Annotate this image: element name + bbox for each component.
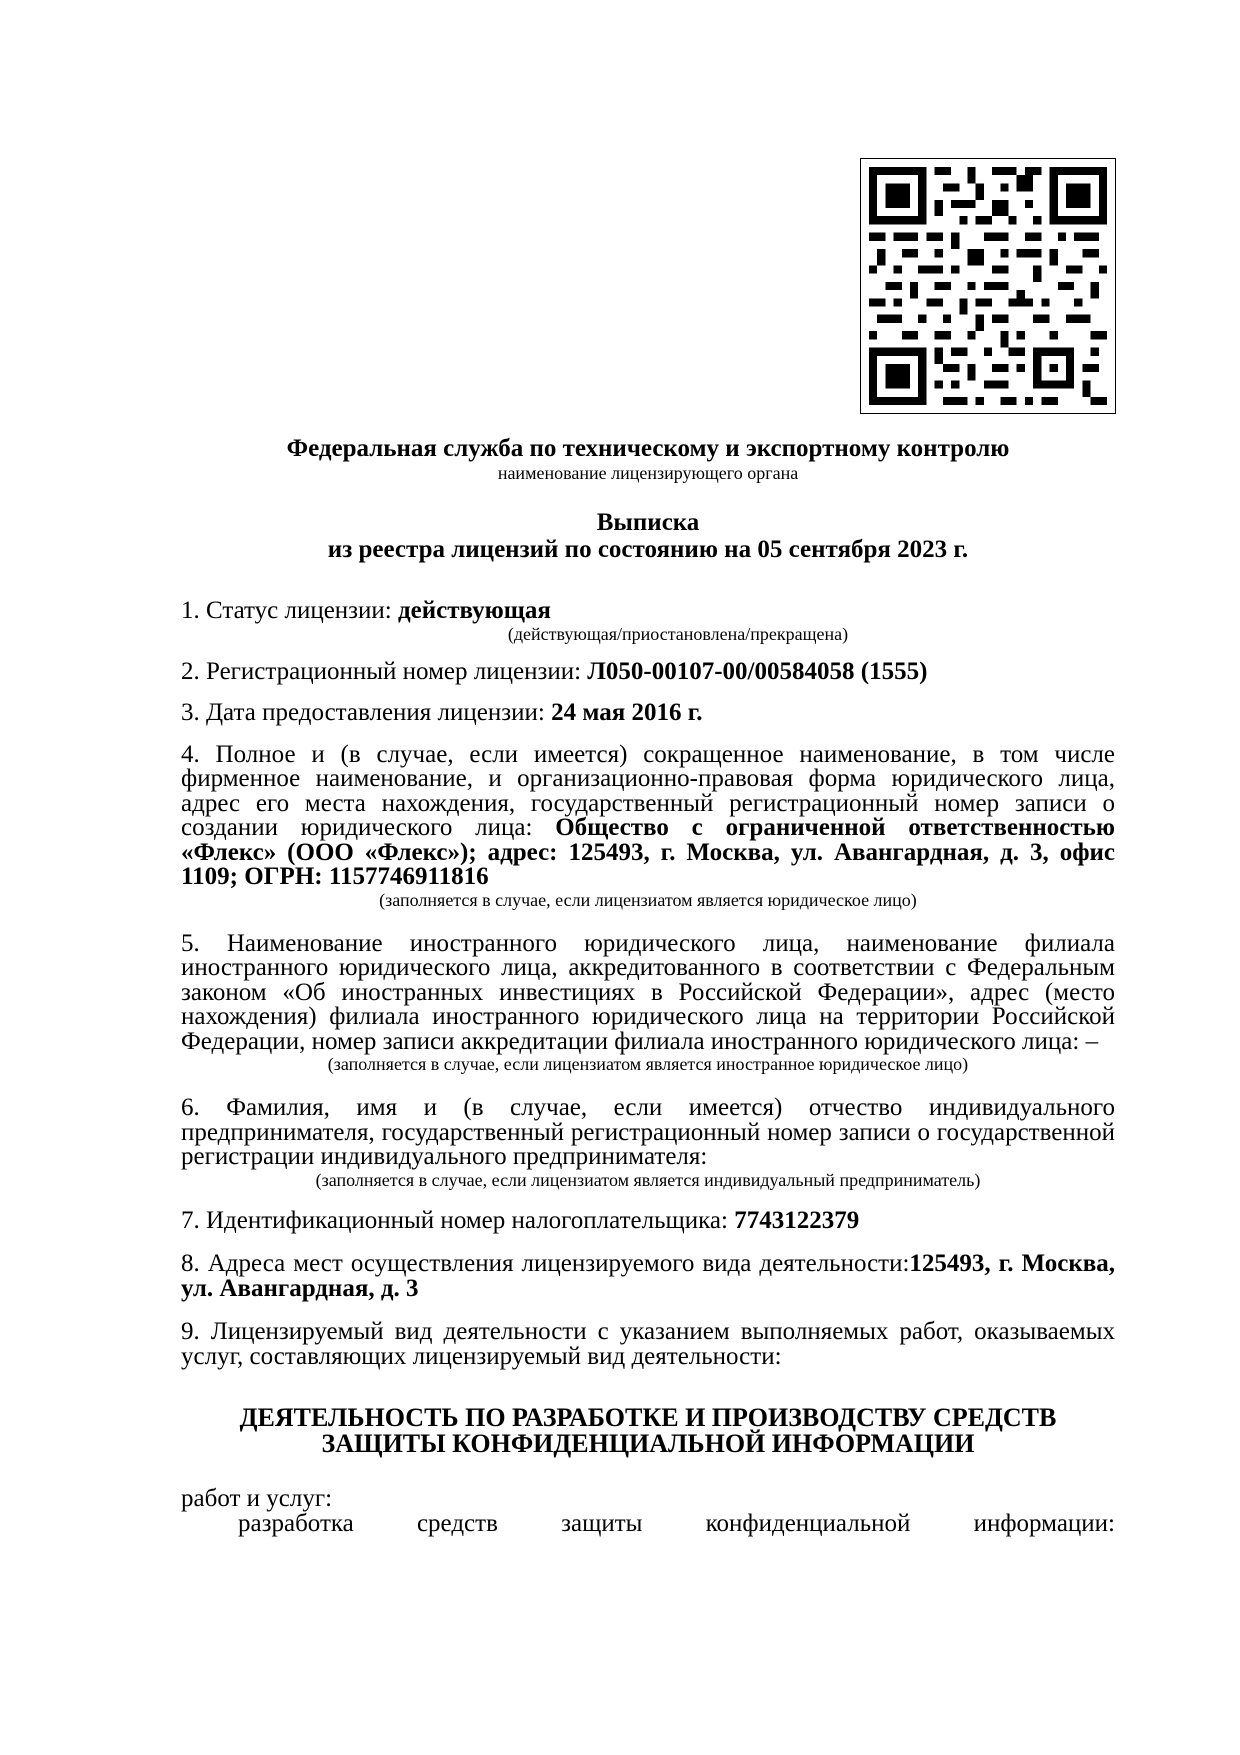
item-5-foreign-entity (181, 929, 1115, 1055)
licensed-activity-name (181, 1405, 1115, 1457)
licensing-authority-name: Федеральная служба по техническому и экспортному контролю (286, 435, 1010, 462)
licensing-authority-caption: наименование лицензирующего органа (497, 463, 799, 483)
legal-entity-value: Общество с ограниченной ответственностью «Флекс» (ООО «Флекс»); адрес: 125493, г. Москва, ул. Авангардная, д. 3, офис 1109; ОГРН: 1157746911816 (181, 814, 1115, 890)
works-heading: работ и услуг: (181, 1485, 333, 1512)
item-7-inn (181, 1206, 1115, 1234)
title-line-1: Выписка (596, 509, 700, 536)
item-9-label: 9. Лицензируемый вид деятельности с указанием выполняемых работ, оказываемых услуг, составляющих лицензируемый вид деятельности: (181, 1318, 1115, 1370)
item-1-status (181, 599, 1115, 624)
item-6-entrepreneur (181, 1096, 1115, 1170)
item-5-caption: (заполняется в случае, если лицензиатом является иностранное юридическое лицо) (327, 1054, 969, 1074)
qr-code-icon (869, 167, 1107, 405)
license-number-value: Л050-00107-00/00584058 (1555) (587, 657, 928, 685)
item-1-label: 1. Статус лицензии: (181, 597, 399, 624)
activity-line-2: ЗАЩИТЫ КОНФИДЕНЦИАЛЬНОЙ ИНФОРМАЦИИ (321, 1429, 975, 1458)
item-4-caption: (заполняется в случае, если лицензиатом является юридическое лицо) (379, 889, 917, 910)
license-date-value: 24 мая 2016 г. (551, 699, 703, 726)
item-2-reg-number (181, 657, 1115, 685)
item-2-label: 2. Регистрационный номер лицензии: (181, 657, 588, 685)
item-9-activity-type (181, 1320, 1115, 1369)
item-3-date (181, 701, 1115, 726)
inn-value: 7743122379 (734, 1206, 860, 1234)
document-title (181, 509, 1115, 563)
item-8-label: 8. Адреса мест осуществления лицензируемого вида деятельности: (181, 1250, 910, 1277)
item-5-label: 5. Наименование иностранного юридического лица, наименование филиала иностранного юридического лица, аккредитованного в соответствии с Федеральным законом «Об иностранных инвестициях в Российской Федерации», адрес (место нахождения) филиала иностранного юридического лица на территории Российской Федерации, номер записи аккредитации филиала иностранного юридического лица: – (181, 929, 1115, 1055)
item-3-label: 3. Дата предоставления лицензии: (181, 699, 552, 726)
item-1-caption: (действующая/приостановлена/прекращена) (507, 623, 849, 644)
item-8-addresses (181, 1252, 1115, 1301)
qr-code (860, 158, 1116, 414)
item-4-label: 4. Полное и (в случае, если имеется) сокращенное наименование, в том числе фирменное наименование, и организационно-правовая форма юридического лица, адрес его места нахождения, государственный регистрационный номер записи о создании юридического лица: (181, 740, 1115, 841)
item-6-label: 6. Фамилия, имя и (в случае, если имеется) отчество индивидуального предпринимателя, государственный регистрационный номер записи о государственной регистрации индивидуального предпринимателя: (181, 1094, 1115, 1170)
works-first-entry: разработка средств защиты конфиденциальной информации: (238, 1509, 1115, 1537)
item-6-caption: (заполняется в случае, если лицензиатом является индивидуальный предприниматель) (315, 1169, 981, 1190)
license-status-value: действующая (398, 597, 551, 624)
item-7-label: 7. Идентификационный номер налогоплательщика: (181, 1206, 735, 1234)
document-body (181, 435, 1115, 1536)
item-4-legal-entity (181, 740, 1115, 890)
activity-line-1: ДЕЯТЕЛЬНОСТЬ ПО РАЗРАБОТКЕ И ПРОИЗВОДСТВУ СРЕДСТВ (239, 1403, 1057, 1432)
activity-address-value: 125493, г. Москва, ул. Авангардная, д. 3 (181, 1250, 1115, 1302)
title-line-2: из реестра лицензий по состоянию на 05 сентября 2023 г. (327, 536, 969, 563)
